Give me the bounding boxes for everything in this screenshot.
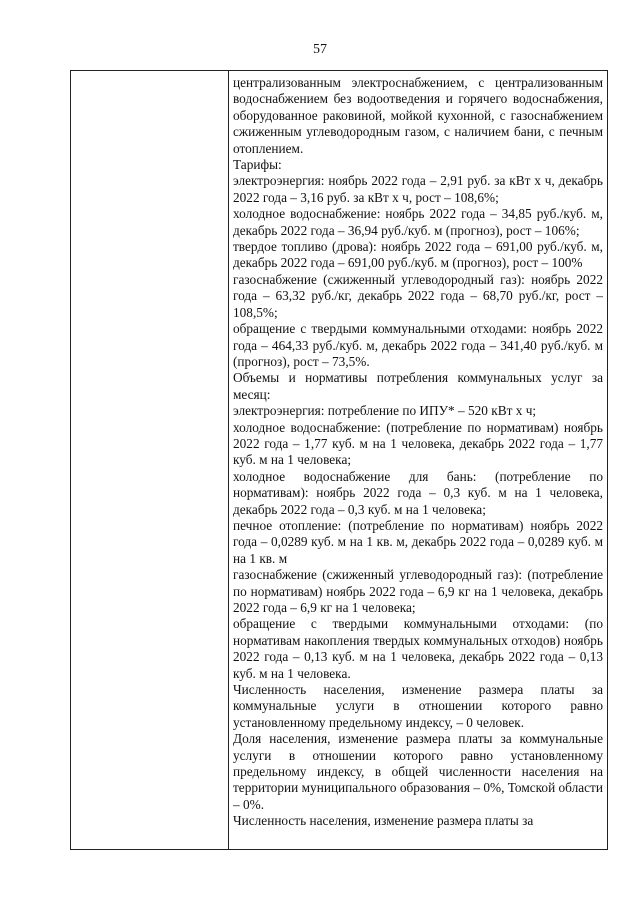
paragraph: твердое топливо (дрова): ноябрь 2022 года – 691,00 руб./куб. м, декабрь 2022 года – 691,00 руб./куб. м (прогноз), рост – 100%	[233, 239, 603, 271]
paragraph: электроэнергия: потребление по ИПУ* – 520 кВт х ч;	[233, 403, 537, 419]
paragraph: обращение с твердыми коммунальными отходами: (по нормативам накопления твердых коммунальных отходов) ноябрь 2022 года – 0,13 куб. м на 1 человека, декабрь 2022 года – 0,13 куб. м на 1 человека.	[233, 616, 603, 681]
paragraph: холодное водоснабжение: ноябрь 2022 года – 34,85 руб./куб. м, декабрь 2022 года – 36,94 руб./куб. м (прогноз), рост – 106%;	[233, 206, 603, 238]
paragraph: Доля населения, изменение размера платы за коммунальные услуги в отношении которого равно установленному предельному индексу, в общей численности населения на территории муниципального образования – 0%, Томской области – 0%.	[233, 731, 603, 812]
paragraph: Тарифы:	[233, 157, 282, 173]
document-table	[70, 70, 608, 850]
paragraph: централизованным электроснабжением, с централизованным водоснабжением без водоотведения и горячего водоснабжения, оборудованное раковиной, мойкой кухонной, с газоснабжением сжиженным углеводородным газом, с наличием бани, с печным отоплением.	[233, 75, 603, 156]
paragraph: газоснабжение (сжиженный углеводородный газ): (потребление по нормативам) ноябрь 2022 года – 6,9 кг на 1 человека, декабрь 2022 года – 6,9 кг на 1 человека;	[233, 567, 603, 615]
table-right-column	[233, 75, 603, 849]
table-left-column	[71, 71, 229, 849]
paragraph: газоснабжение (сжиженный углеводородный газ): ноябрь 2022 года – 63,32 руб./кг, декабрь 2022 года – 68,70 руб./кг, рост – 108,5%;	[233, 271, 603, 320]
paragraph: Численность населения, изменение размера платы за	[233, 813, 534, 829]
paragraph: Численность населения, изменение размера платы за коммунальные услуги в отношении которого равно установленному предельному индексу, – 0 человек.	[233, 682, 603, 730]
paragraph: печное отопление: (потребление по нормативам) ноябрь 2022 года – 0,0289 куб. м на 1 кв. м, декабрь 2022 года – 0,0289 куб. м на 1 кв. м	[233, 517, 603, 566]
paragraph: холодное водоснабжение для бань: (потребление по нормативам): ноябрь 2022 года – 0,3 куб. м на 1 человека, декабрь 2022 года – 0,3 куб. м на 1 человека;	[233, 468, 603, 517]
page-number: 57	[313, 42, 327, 57]
paragraph: Объемы и нормативы потребления коммунальных услуг за месяц:	[233, 370, 603, 402]
paragraph: холодное водоснабжение: (потребление по нормативам) ноябрь 2022 года – 1,77 куб. м на 1 человека, декабрь 2022 года – 1,77 куб. м на 1 человека;	[233, 419, 603, 468]
paragraph: электроэнергия: ноябрь 2022 года – 2,91 руб. за кВт х ч, декабрь 2022 года – 3,16 руб. за кВт х ч, рост – 108,6%;	[233, 173, 603, 205]
paragraph: обращение с твердыми коммунальными отходами: ноябрь 2022 года – 464,33 руб./куб. м, декабрь 2022 года – 341,40 руб./куб. м (прогноз), рост – 73,5%.	[233, 321, 603, 369]
